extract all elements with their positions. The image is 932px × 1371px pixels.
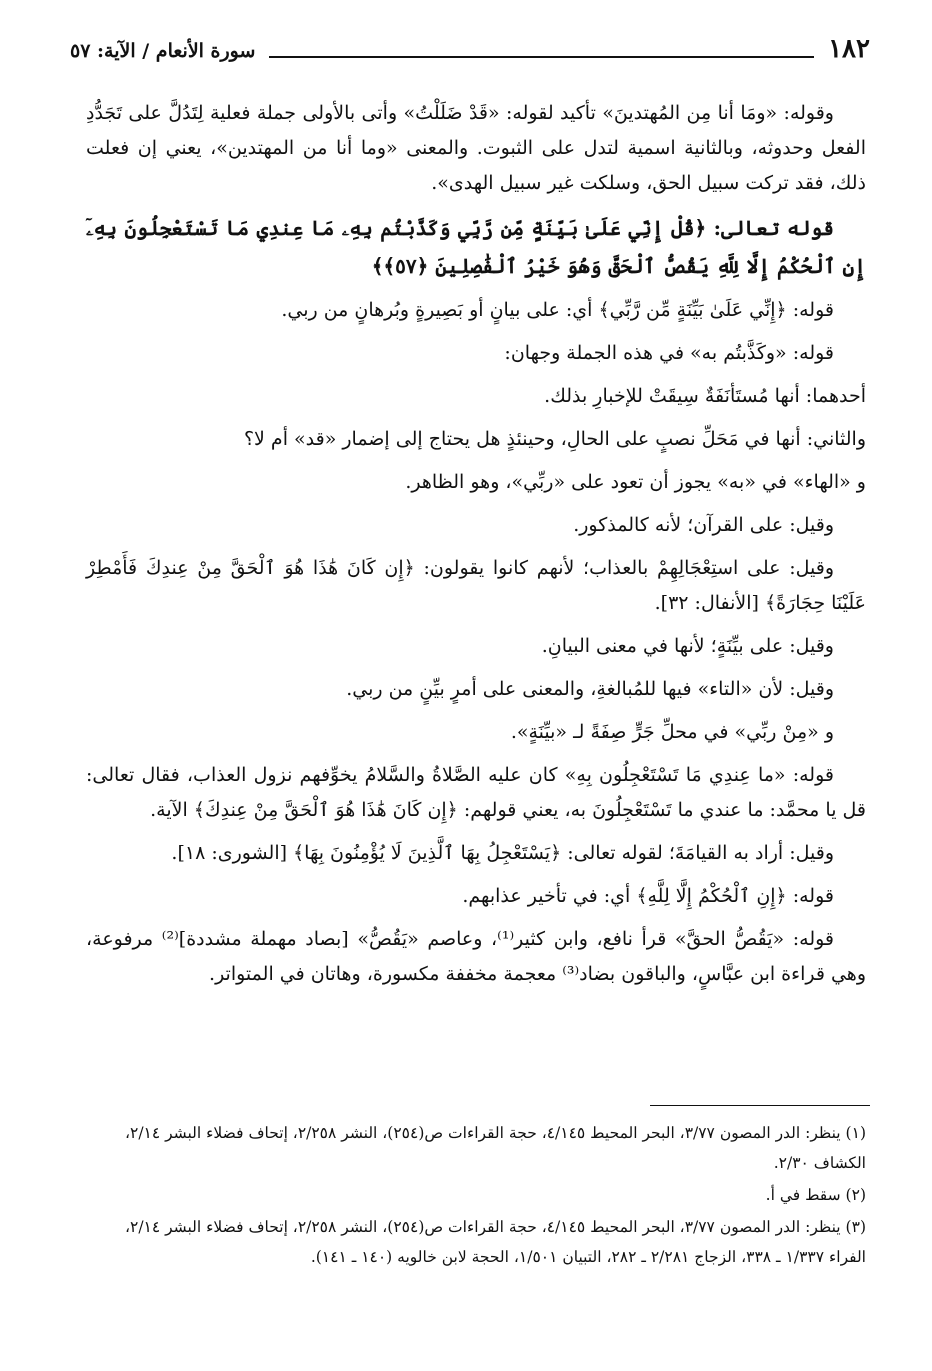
paragraph: قوله: «يَقُصُّ الحقَّ» قرأ نافع، وابن كثير⁽¹⁾، وعاصم «يَقُصُّ» [بصاد مهملة مشددة]⁽²⁾ مرفوعة، وهي قراءة ابن عبَّاسٍ، والباقون بضاد⁽³⁾ معجمة مخففة مكسورة، وهاتان في المتواتر.: [86, 928, 866, 985]
running-header: [70, 30, 870, 64]
paragraph: وقيل: أراد به القيامَةَ؛ لقوله تعالى: ﴿يَسْتَعْجِلُ بِهَا ٱلَّذِينَ لَا يُؤْمِنُونَ بِهَا﴾ [الشورى: ١٨].: [171, 842, 834, 864]
page-number: ١٨٢: [828, 34, 870, 64]
main-text: [86, 96, 866, 1000]
paragraph: وقيل: على القرآن؛ لأنه كالمذكور.: [573, 514, 834, 536]
paragraph: أحدهما: أنها مُستَأنَفَةٌ سِيقَتْ للإخبارِ بذلك.: [544, 385, 866, 407]
paragraph: وقوله: «ومَا أنا مِن المُهتدينَ» تأكيد لقوله: «قَدْ ضَلَلْتُ» وأتى بالأولى جملة فعلية لِتَدُلَّ على تَجَدُّدِ الفعل وحدوثه، وبالثانية اسمية لتدل على الثبوت. والمعنى «وما أنا من المهتدين»، يعني إن فعلت ذلك، فقد تركت سبيل الحق، وسلكت غير سبيل الهدى».: [86, 102, 866, 194]
paragraph: قوله: ﴿إِنِّي عَلَىٰ بَيِّنَةٍ مِّن رَّبِّي﴾ أي: على بيانٍ أو بَصِيرةٍ وبُرهانٍ من ربي.: [281, 299, 834, 321]
paragraph: وقيل: على استِعْجَالِهِمْ بالعذاب؛ لأنهم كانوا يقولون: ﴿إِن كَانَ هَٰذَا هُوَ ٱلْحَقَّ مِنْ عِندِكَ فَأَمْطِرْ عَلَيْنَا حِجَارَةً﴾ [الأنفال: ٣٢].: [86, 557, 866, 614]
paragraph: والثاني: أنها في مَحَلِّ نصبٍ على الحالِ، وحينئذٍ هل يحتاج إلى إضمار «قد» أم لا؟: [243, 428, 866, 450]
footnote: (٢) سقط في أ.: [765, 1186, 866, 1204]
footnote: (٣) ينظر: الدر المصون ٣/٧٧، البحر المحيط ٤/١٤٥، حجة القراءات ص(٢٥٤)، النشر ٢/٢٥٨، إتحاف فضلاء البشر ٢/١٤، الفراء ١/٣٣٧ ـ ٣٣٨، الزجاج ٢/٢٨١ ـ ٢٨٢، التبيان ١/٥٠١، الحجة لابن خالويه (١٤٠ ـ ١٤١).: [124, 1218, 866, 1266]
footnote-separator: [650, 1105, 870, 1106]
paragraph: قوله: «وكَذَّبتُم به» في هذه الجملة وجهان:: [504, 342, 834, 364]
footnote: (١) ينظر: الدر المصون ٣/٧٧، البحر المحيط ٤/١٤٥، حجة القراءات ص(٢٥٤)، النشر ٢/٢٥٨، إتحاف فضلاء البشر ٢/١٤، الكشاف ٢/٣٠.: [124, 1124, 866, 1172]
paragraph: وقيل: لأن «التاء» فيها للمُبالغةِ، والمعنى على أمرٍ بيِّنٍ من ربي.: [346, 678, 834, 700]
paragraph: قوله: ﴿إِنِ ٱلْحُكْمُ إِلَّا لِلَّهِ﴾ أي: في تأخير عذابهم.: [462, 885, 834, 907]
header-rule: [269, 56, 814, 58]
header-title: سورة الأنعام / الآية: ٥٧: [70, 40, 256, 62]
quran-verse: قوله تعالى: ﴿قُلْ إِنِّي عَلَىٰ بَيِّنَةٍ مِّن رَّبِّي وَكَذَّبْتُم بِهِۦ مَا عِندِي مَا تَسْتَعْجِلُونَ بِهِۦٓ إِنِ ٱلْحُكْمُ إِلَّا لِلَّهِ يَقُصُّ ٱلْحَقَّ وَهُوَ خَيْرُ ٱلْفَٰصِلِينَ ﴿٥٧﴾﴾: [86, 216, 866, 278]
footnotes: [86, 1118, 866, 1274]
paragraph: و «الهاء» في «به» يجوز أن تعود على «ربِّي»، وهو الظاهر.: [405, 471, 866, 493]
paragraph: قوله: «ما عِندِي مَا تَسْتَعْجِلُون بِهِ» كان عليه الصَّلاةُ والسَّلامُ يخوِّفهم نزول العذاب، فقال تعالى: قل يا محمَّد: ما عندي ما تَسْتَعْجِلُونَ به، يعني قولهم: ﴿إِن كَانَ هَٰذَا هُوَ ٱلْحَقَّ مِنْ عِندِكَ﴾ الآية.: [86, 764, 866, 821]
paragraph: و «مِنْ ربِّي» في محلِّ جَرٍّ صِفَةً لـ «بيِّنَةٍ».: [510, 721, 834, 743]
paragraph: وقيل: على بيِّنَةٍ؛ لأنها في معنى البيانِ.: [541, 635, 834, 657]
